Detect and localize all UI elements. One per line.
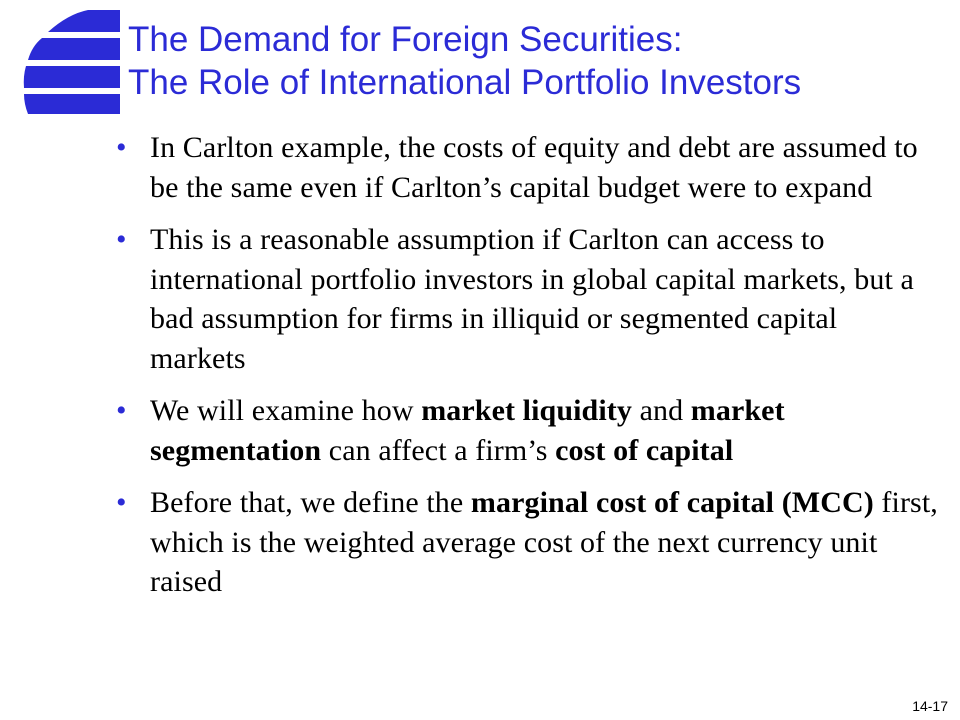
bullet-item (108, 220, 938, 378)
bold-term: marginal cost of capital (MCC) (470, 486, 874, 519)
bold-term: market liquidity (421, 394, 632, 427)
bullet-text: We will examine how (150, 394, 422, 427)
bullet-list (108, 128, 938, 615)
bullet-text: first, which is the weighted average cost of the next currency unit raised (150, 486, 938, 598)
bullet-dot-icon: • (116, 223, 127, 256)
slide-title (128, 18, 948, 104)
bullet-item (108, 483, 938, 602)
slide-title-line-1: The Demand for Foreign Securities: (128, 20, 683, 59)
slide-title-line-2: The Role of International Portfolio Investors (128, 63, 802, 102)
bullet-item (108, 391, 938, 470)
bold-term: market segmentation (150, 394, 785, 467)
bold-term: cost of capital (555, 433, 734, 467)
bullet-text: Before that, we define the (150, 486, 471, 519)
bullet-text: and (631, 394, 691, 427)
slide-number: 14-17 (912, 698, 948, 714)
bullet-item (108, 128, 938, 207)
bullet-dot-icon: • (116, 486, 127, 519)
bullet-text: In Carlton example, the costs of equity and debt are assumed to be the same even if Carlton’s capital budget were to expand (150, 131, 918, 204)
bullet-text: This is a reasonable assumption if Carlton can access to international portfolio investors in global capital markets, but a bad assumption for firms in illiquid or segmented capital markets (150, 223, 914, 375)
bullet-dot-icon: • (116, 131, 127, 164)
stripes-logo-icon (18, 10, 123, 115)
bullet-dot-icon: • (116, 394, 127, 427)
bullet-text: can affect a firm’s (321, 433, 556, 467)
